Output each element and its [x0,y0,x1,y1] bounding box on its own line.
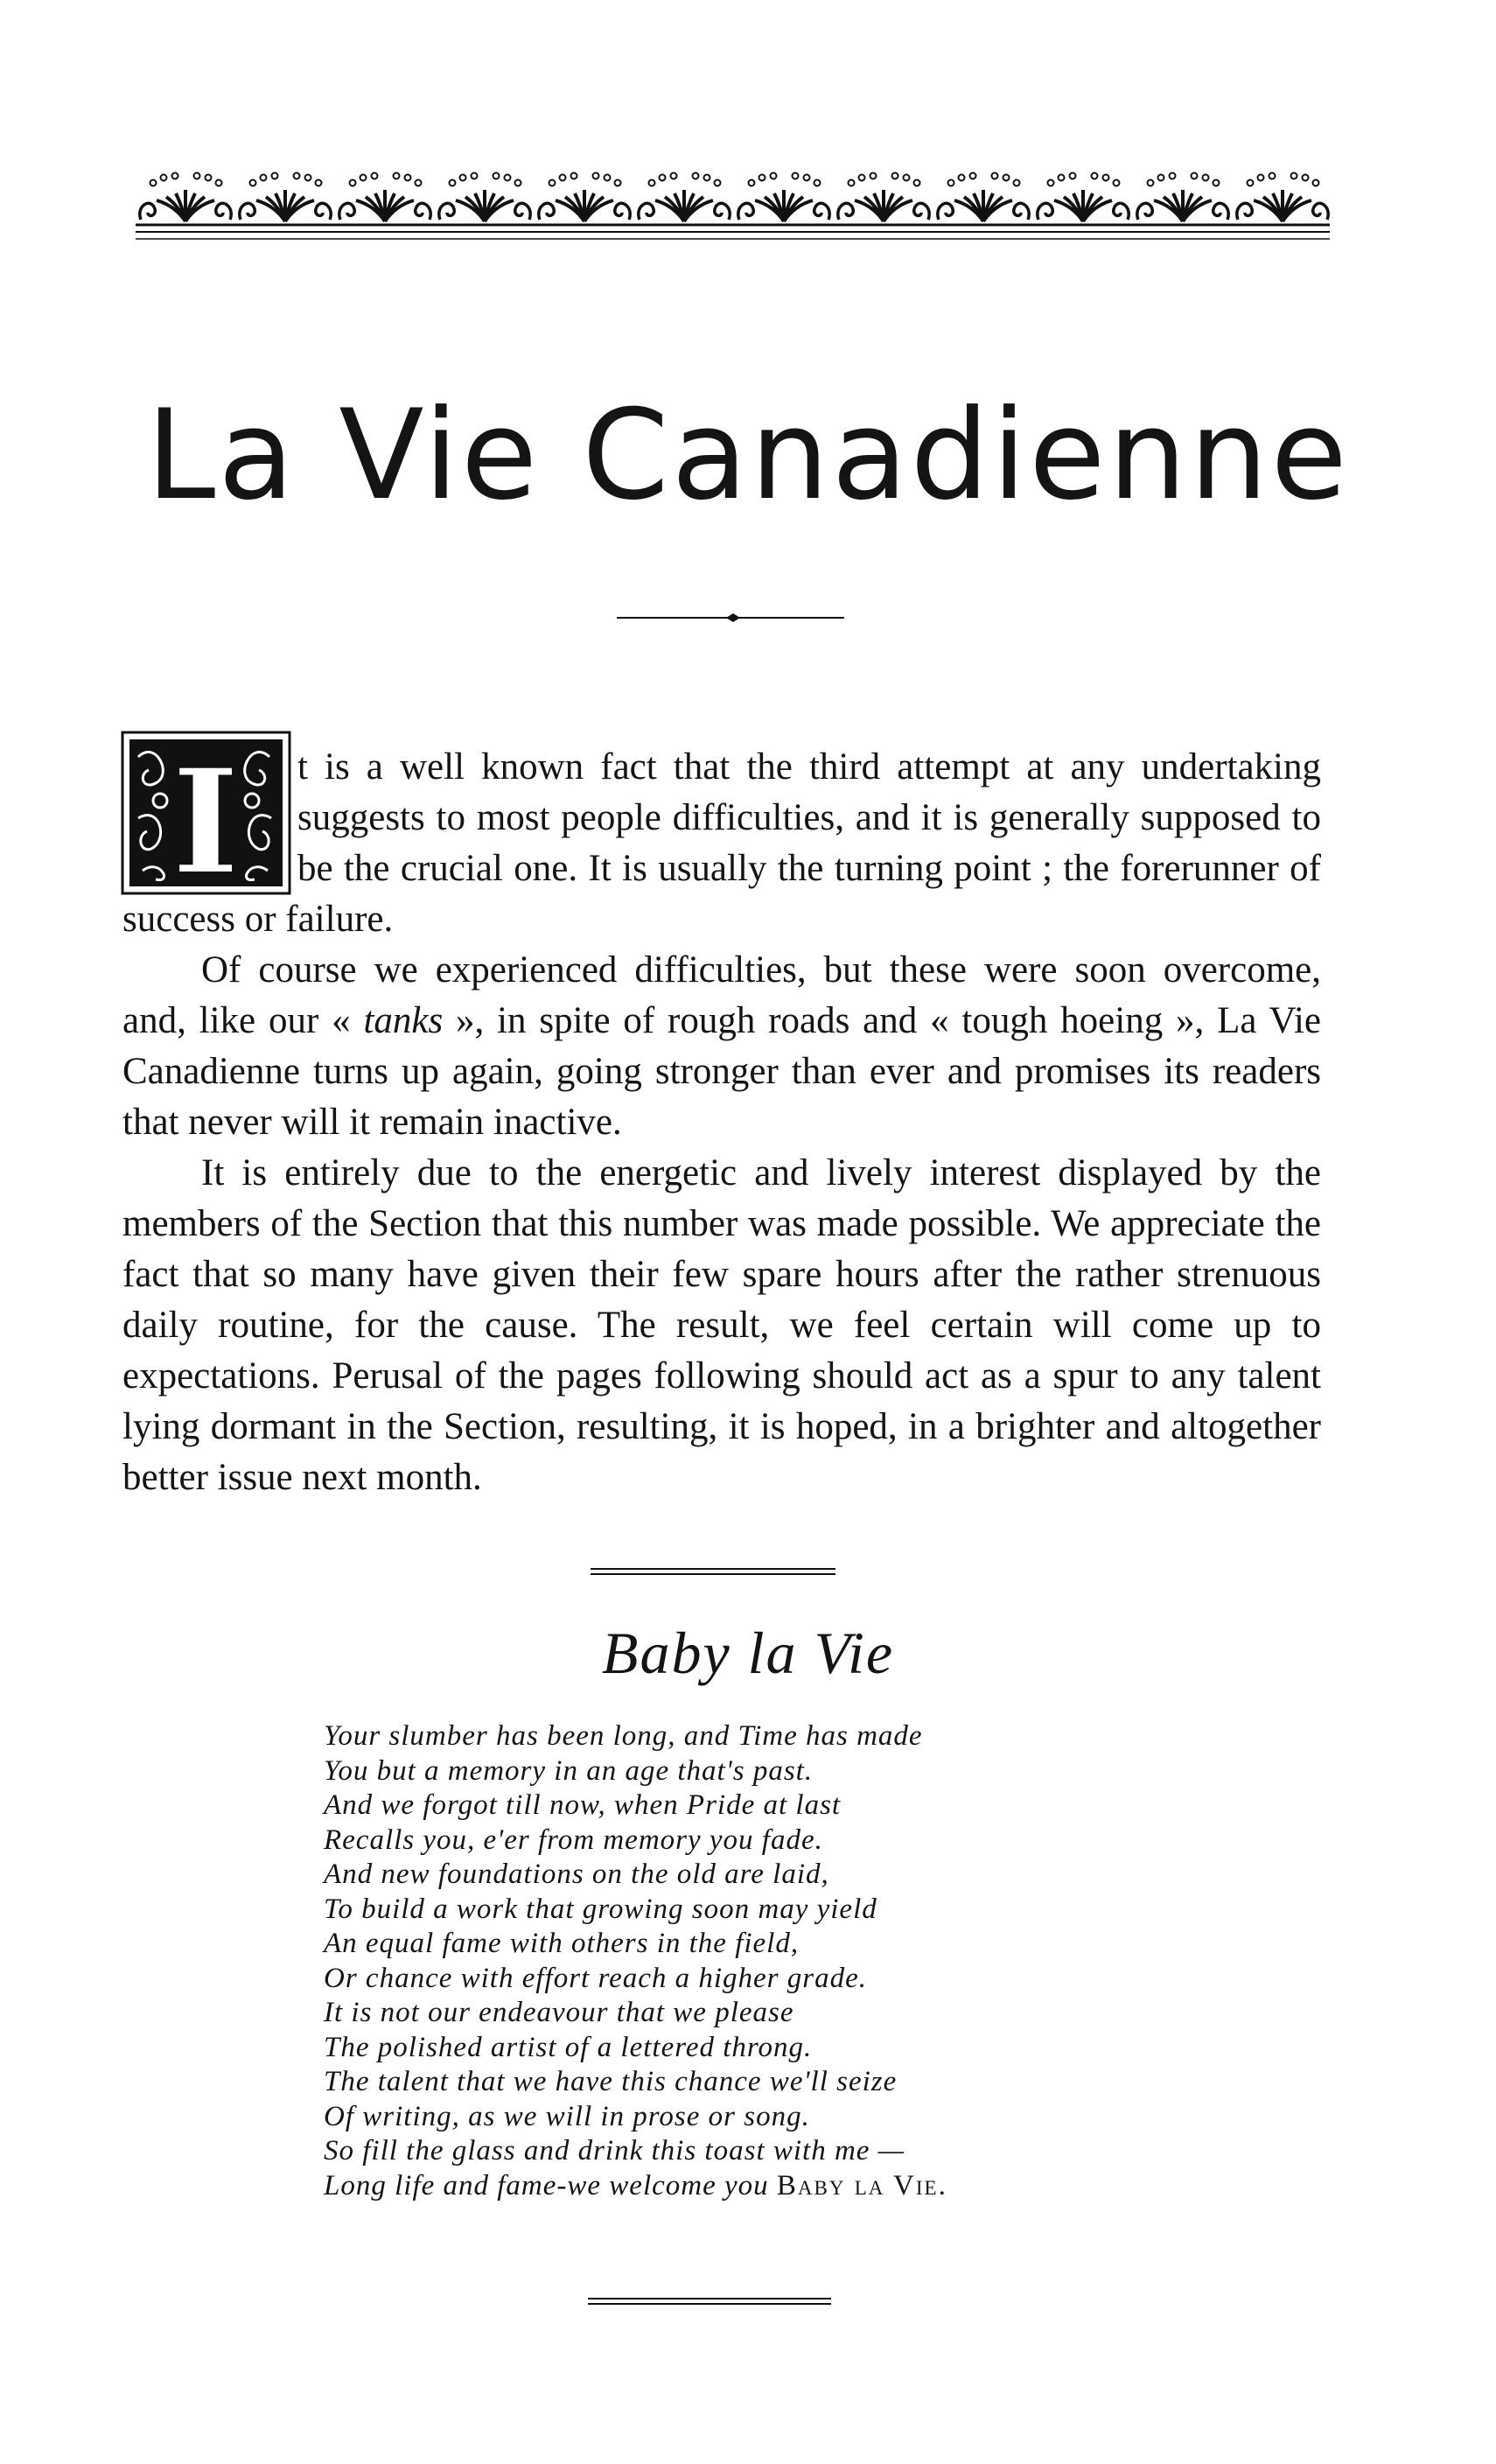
poem-line: Of writing, as we will in prose or song. [324,2100,810,2132]
poem-line: And new foundations on the old are laid, [324,1858,829,1890]
poem-line: And we forgot till now, when Pride at last [324,1789,842,1821]
poem-line: The polished artist of a lettered throng. [324,2031,813,2063]
poem-line: Or chance with effort reach a higher grade. [324,1962,868,1994]
poem-line: It is not our endeavour that we please [324,1997,794,2028]
section-divider [591,1566,835,1577]
poem-line: Your slumber has been long, and Time has made [324,1720,923,1752]
poem-body [324,1719,1181,2203]
palmette-motif [1237,173,1328,222]
paragraph-3: It is entirely due to the energetic and lively interest displayed by the members of the Section that this number was made possible. We appreciate the fact that so many have given their few spare hours after the rather strenuous daily routine, for the cause. The result, we feel certain will come up to expectations. Perusal of the pages following should act as a spur to any talent lying dormant in the Section, resulting, it is hoped, in a brighter and altogether better issue next month. [122,1152,1321,1498]
poem-last-line: Long life and fame-we welcome you Baby la Vie. [324,2169,947,2202]
svg-text:I: I [171,737,240,895]
palmette-motif [838,173,929,222]
poem-line: The talent that we have this chance we'll seize [324,2066,898,2097]
palmette-motif [738,173,829,222]
poem-line: You but a memory in an age that's past. [324,1754,814,1787]
poem-line: An equal fame with others in the field, [324,1928,800,1959]
poem-line: To build a work that growing soon may yield [324,1893,877,1925]
palmette-motif [240,173,331,222]
poem-title: Baby la Vie [601,1620,895,1686]
paragraph-1: t is a well known fact that the third attempt at any undertaking suggests to most people difficulties, and it is generally supposed to be the crucial one. It is usually the turning point ; the forerunner of success or failure. [122,746,1321,940]
palmette-motif [1137,173,1228,222]
palmette-motif [539,173,630,222]
palmette-motif [639,173,730,222]
editorial-text [122,742,1321,1503]
palmette-frieze-icon [136,171,1330,244]
palmette-motif [140,173,231,222]
end-divider [588,2296,831,2306]
poem-signature: Baby la Vie. [776,2169,947,2202]
paragraph-2: Of course we experienced difficulties, but these were soon overcome, and, like our « tanks », in spite of rough roads and « tough hoeing », La Vie Canadienne turns up again, going stronger than ever and promises its readers that never will it remain inactive. [122,949,1321,1143]
palmette-motif [439,173,530,222]
palmette-motif [1038,173,1129,222]
page-title: La Vie Canadienne [146,383,1350,528]
palmette-motif [938,173,1029,222]
title-divider [617,612,844,623]
poem-line: Recalls you, e'er from memory you fade. [324,1824,823,1856]
palmette-motif [339,173,430,222]
poem-line: So fill the glass and drink this toast with me — [324,2135,905,2166]
